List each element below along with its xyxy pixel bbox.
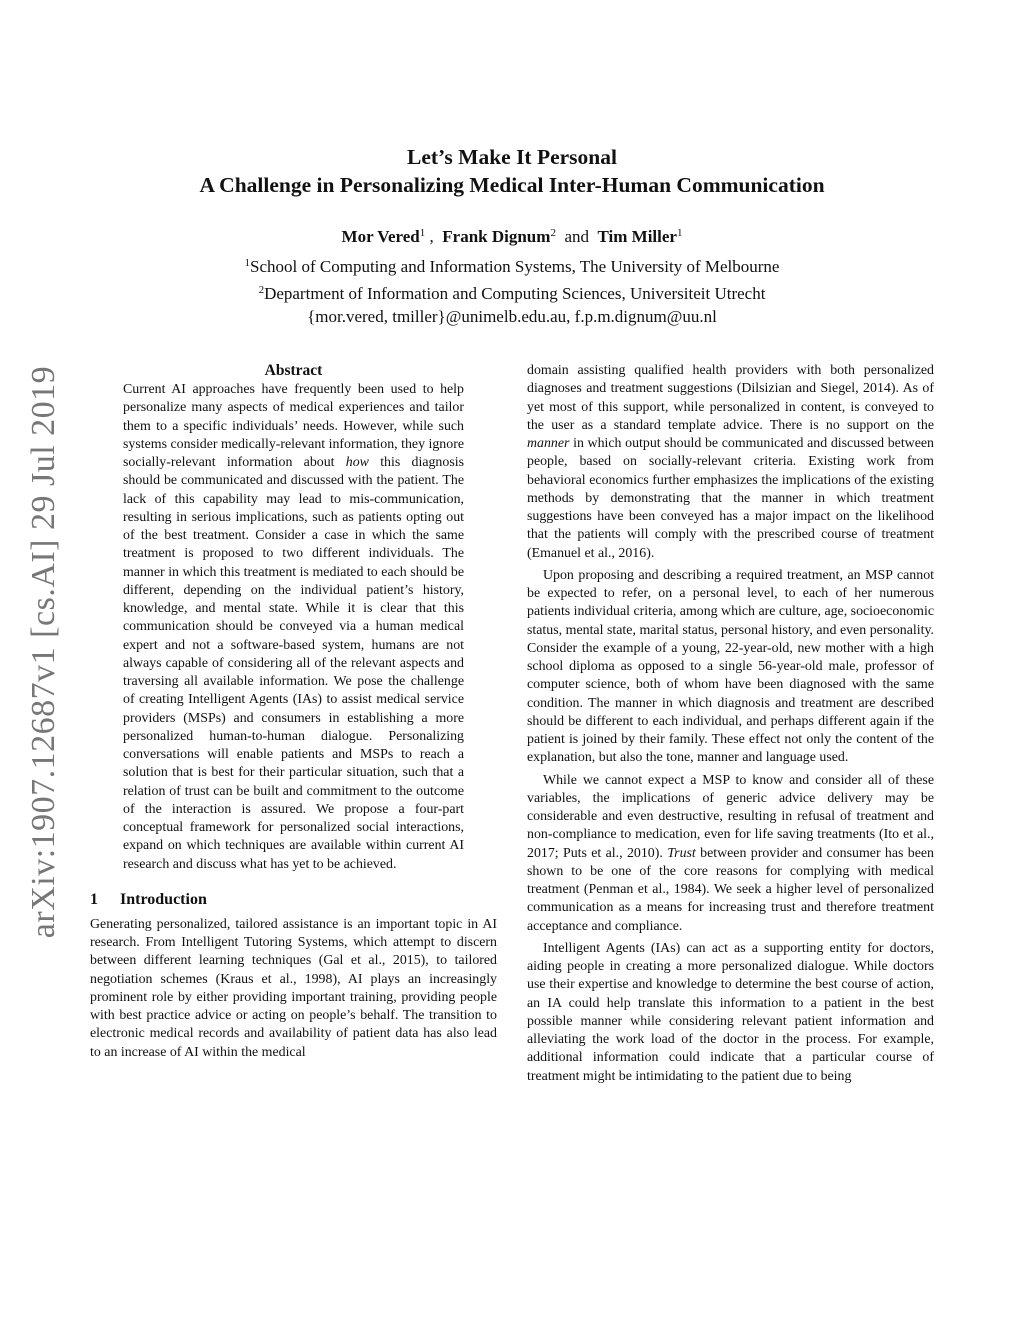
paragraph-text-part: While we cannot expect a MSP to know and consider all of these variables, the implications of generic advice delivery may be considerable and even destructive, resulting in refusal of treatment and non-compliance to medication, even for life saving treatments (Ito et al., 2017; Puts et al., 2010). [527,772,934,861]
paragraph-text-part: between provider and consumer has been shown to be one of the core reasons for complying with medical treatment (Penman et al., 1984). We seek a higher level of personalized communication as a means for increasing trust and therefore treatment acceptance and compliance. [527,845,934,934]
title-line-2: A Challenge in Personalizing Medical Inter-Human Communication [199,173,825,197]
author-affil-mark: 1 [676,227,683,239]
author-list [90,221,934,249]
author-affil-mark: 1 [419,227,426,239]
affiliation-text: School of Computing and Information Systems, The University of Melbourne [250,257,780,276]
intro-paragraph-1: Generating personalized, tailored assistance is an important topic in AI research. From Intelligent Tutoring Systems, which attempt to discern between different learning techniques (Gal et al., 2015), to tailored negotiation schemes (Kraus et al., 1998), AI plays an increasingly prominent role by either providing important training, providing people with best practice advice or acting on people’s behalf. The transition to electronic medical records and availability of patient data has also lead to an increase of AI within the medical [90,916,497,1060]
paragraph-text-part: in which output should be communicated and discussed between people, based on socially-relevant criteria. Existing work from behavioral economics further emphasizes the implications of the existing methods by demonstrating that the manner in which treatment suggestions have been conveyed has a major impact on the likelihood that the patients will comply with the prescribed course of treatment (Emanuel et al., 2016). [527,436,934,561]
section-number: 1 [90,890,98,908]
affiliation-mark: 1 [244,257,251,269]
abstract [123,362,464,874]
body-paragraph [527,772,934,936]
author-emails: {mor.vered, tmiller}@unimelb.edu.au, f.p.m.dignum@uu.nl [307,307,717,326]
author-separator: , [429,227,434,246]
arxiv-identifier: arXiv:1907.12687v1 [cs.AI] 29 Jul 2019 [25,365,62,939]
author-name: Mor Vered [341,227,420,246]
paragraph-emphasis: Trust [667,845,696,861]
abstract-text-part: this diagnosis should be communicated and discussed with the patient. The lack of this capability may lead to mis-communication, resulting in serious implications, such as patients opting out of the best treatment. Consider a case in which the same treatment is proposed to two different individuals. The manner in which this treatment is mediated to each should be different, depending on the individual patient’s history, knowledge, and mental state. While it is clear that this communication should be conveyed via a human medical expert and not a software-based system, humans are not always capable of considering all of the relevant aspects and traversing all available information. We pose the challenge of creating Intelligent Agents (IAs) to assist medical service providers (MSPs) and consumers in establishing a more personalized human-to-human dialogue. Personalizing conversations will enable patients and MSPs to reach a solution that is best for their particular situation, such that a relation of trust can be built and commitment to the outcome of the interaction is assured. We propose a four-part conceptual framework for personalized social interactions, expand on which techniques are available within current AI research and discuss what has yet to be achieved. [123,455,464,872]
right-column [527,362,934,1086]
abstract-emphasis: how [345,455,369,470]
body-paragraph: Intelligent Agents (IAs) can act as a supporting entity for doctors, aiding people in creating a more personalized dialogue. While doctors use their expertise and knowledge to determine the best course of action, an IA could help translate this information to a patient in the best possible manner while considering relevant patient information and alleviating the work load of the doctor in the process. For example, additional information could indicate that a particular course of treatment might be intimidating to the patient due to being [527,940,934,1084]
author-name: Tim Miller [597,227,677,246]
title-line-1: Let’s Make It Personal [407,145,617,169]
affiliation-text: Department of Information and Computing Sciences, Universiteit Utrecht [264,283,766,303]
affiliation-2 [90,279,934,306]
paragraph-emphasis: manner [527,436,570,451]
author-conjunction: and [564,227,589,246]
paper-title [90,143,934,199]
body-paragraph: Upon proposing and describing a required treatment, an MSP cannot be expected to refer, on a personal level, to each of her numerous patients individual criteria, among which are culture, age, socioeconomic status, mental state, marital status, personal history, and even personality. Consider the example of a young, 22-year-old, new mother with a high school diploma as opposed to a single 56-year-old male, professor of computer science, both of whom have been diagnosed with the same condition. The manner in which diagnosis and treatment are described should be different to each individual, and perhaps different again if the patient is joined by their family. These effect not only the content of the explanation, but also the tone, manner and language used. [527,567,934,766]
affiliation-mark: 2 [258,283,265,296]
abstract-heading: Abstract [264,362,323,379]
left-column [90,362,497,1062]
author-affil-mark: 2 [550,227,556,239]
paragraph-text-part: domain assisting qualified health providers with both personalized diagnoses and treatment suggestions (Dilsizian and Siegel, 2014). As of yet most of this support, while personalized in content, is conveyed to the user as a standard template advice. There is no support on the [527,363,934,433]
body-paragraph [527,362,934,563]
abstract-text-part: Current AI approaches have frequently been used to help personalize many aspects of medical experiences and tailor them to a specific individuals’ needs. However, while such systems consider medically-relevant information, they ignore socially-relevant information about [123,382,464,470]
section-title-text: Introduction [120,890,207,908]
author-name: Frank Dignum [442,227,551,246]
affiliations [90,252,934,329]
affiliation-1 [90,252,934,279]
abstract-text [123,381,464,874]
section-heading-introduction [90,889,497,911]
